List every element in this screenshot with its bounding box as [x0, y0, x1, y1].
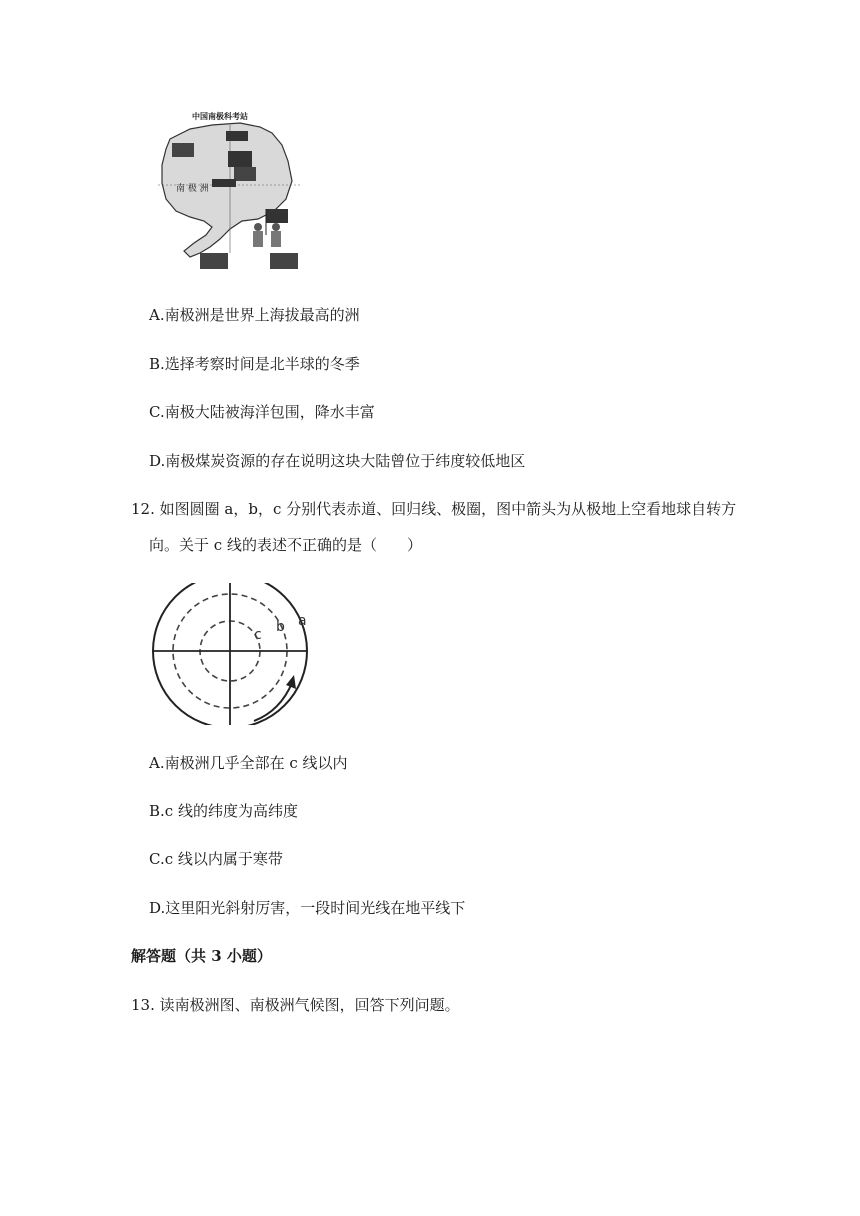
q12-option-a	[149, 753, 348, 773]
question-number: 12.	[131, 500, 155, 518]
option-text: c 线以内属于寒带	[164, 850, 283, 868]
q12-option-d	[149, 898, 465, 918]
option-label: C.	[149, 850, 165, 868]
map-continent-label: 南 极 洲	[176, 184, 209, 194]
section-heading: 解答题（共 3 小题）	[131, 947, 272, 965]
q11-option-a	[149, 305, 360, 325]
circles-graphic	[150, 583, 320, 725]
q11-option-b	[149, 354, 360, 374]
antarctica-map-graphic	[150, 103, 320, 275]
q12-stem-line1	[131, 499, 736, 519]
option-label: A.	[149, 306, 165, 324]
option-text: 南极洲是世界上海拔最高的洲	[164, 306, 360, 324]
option-label: D.	[149, 452, 166, 470]
label-c: c	[254, 627, 262, 643]
option-text: 南极大陆被海洋包围，降水丰富	[164, 403, 375, 421]
option-label: A.	[149, 754, 165, 772]
q13-stem	[131, 995, 460, 1015]
option-label: B.	[149, 355, 165, 373]
q12-option-c	[149, 849, 283, 869]
option-text: 南极洲几乎全部在 c 线以内	[164, 754, 348, 772]
map-title: 中国南极科考站	[192, 112, 248, 121]
option-label: B.	[149, 802, 165, 820]
q12-stem-line2: 向。关于 c 线的表述不正确的是（ ）	[149, 536, 422, 554]
antarctica-stations-map	[150, 103, 320, 275]
q11-option-c	[149, 402, 375, 422]
label-b: b	[276, 619, 285, 635]
option-text: 选择考察时间是北半球的冬季	[164, 355, 360, 373]
label-a: a	[298, 613, 307, 629]
option-text: 南极煤炭资源的存在说明这块大陆曾位于纬度较低地区	[165, 452, 526, 470]
latitude-circles-diagram	[150, 583, 320, 725]
question-number: 13.	[131, 996, 155, 1014]
q11-option-d	[149, 451, 525, 471]
question-text: 如图圆圈 a，b，c 分别代表赤道、回归线、极圈，图中箭头为从极地上空看地球自转方	[159, 500, 737, 518]
question-text: 读南极洲图、南极洲气候图，回答下列问题。	[159, 996, 460, 1014]
q12-option-b	[149, 801, 298, 821]
option-text: 这里阳光斜射厉害，一段时间光线在地平线下	[165, 899, 466, 917]
option-label: D.	[149, 899, 166, 917]
option-label: C.	[149, 403, 165, 421]
option-text: c 线的纬度为高纬度	[164, 802, 298, 820]
